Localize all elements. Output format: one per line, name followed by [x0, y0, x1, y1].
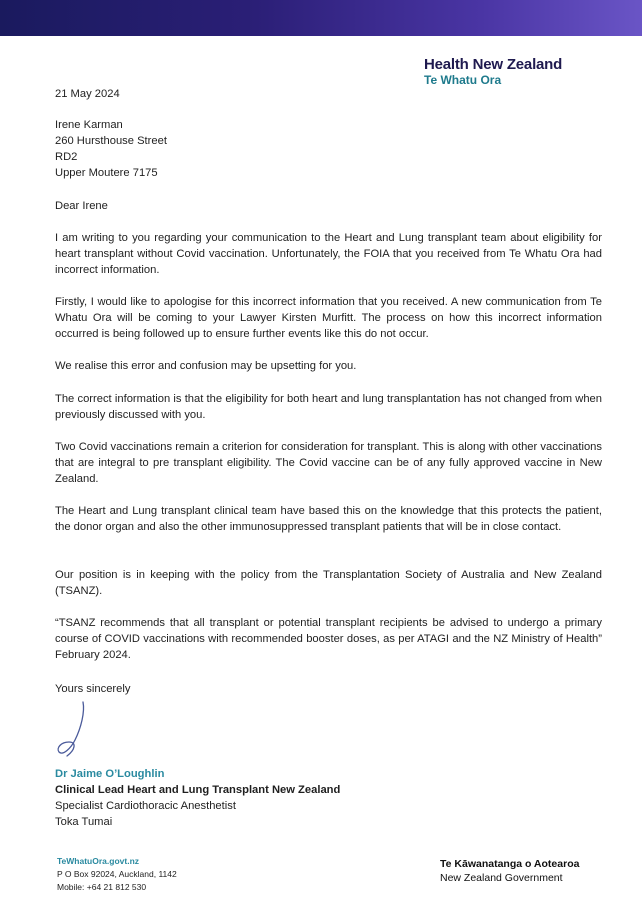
nz-government-logo — [440, 857, 579, 885]
signer-location: Toka Tumai — [55, 816, 113, 828]
paragraph-intro: I am writing to you regarding your communication to the Heart and Lung transplant team about eligibility for heart transplant without Covid vaccination. Unfortunately, the FOIA that you received from Te Whatu Ora had incorrect information. — [55, 232, 602, 276]
address-line: Irene Karman — [55, 119, 123, 131]
paragraph-correct-info: The correct information is that the eligibility for both heart and lung transplantation has not changed from when previously discussed with you. — [55, 393, 602, 421]
address-line: 260 Hursthouse Street — [55, 135, 167, 147]
footer-website-link[interactable]: TeWhatuOra.govt.nz — [57, 856, 140, 866]
paragraph-tsanz-quote: “TSANZ recommends that all transplant or potential transplant recipients be advised to undergo a primary course of COVID vaccinations with recommended booster doses, as per ATAGI and the NZ Ministry of Health” February 2024. — [55, 617, 602, 661]
footer-po-box: P O Box 92024, Auckland, 1142 — [57, 869, 177, 879]
handwritten-signature — [55, 698, 135, 765]
letter-date: 21 May 2024 — [55, 88, 120, 100]
paragraph-clinical-team: The Heart and Lung transplant clinical team have based this on the knowledge that this protects the patient, the donor organ and also the other immunosuppressed transplant patients that will be in close contact. — [55, 505, 602, 533]
address-line: RD2 — [55, 151, 78, 163]
footer-mobile: Mobile: +64 21 812 530 — [57, 882, 147, 892]
paragraph-vaccinations: Two Covid vaccinations remain a criterion for consideration for transplant. This is along with other vaccinations that are integral to pre transplant eligibility. The Covid vaccine can be of any fully approved vaccine in New Zealand. — [55, 441, 602, 485]
footer-contact — [57, 855, 177, 894]
closing: Yours sincerely — [55, 683, 131, 695]
paragraph-apology: Firstly, I would like to apologise for this incorrect information that you received. A new communication from Te Whatu Ora will be coming to your Lawyer Kirsten Murfitt. The process on how this incorrect information occurred is being followed up to ensure further events like this do not occur. — [55, 296, 602, 340]
logo-title: Health New Zealand — [424, 56, 563, 73]
gov-maori-name: Te Kāwanatanga o Aotearoa — [440, 858, 580, 870]
paragraph-policy: Our position is in keeping with the policy from the Transplantation Society of Australia and New Zealand (TSANZ). — [55, 569, 602, 597]
health-nz-logo — [424, 56, 562, 87]
signer-title: Specialist Cardiothoracic Anesthetist — [55, 800, 236, 812]
salutation: Dear Irene — [55, 200, 108, 212]
header-color-band — [0, 0, 642, 36]
signer-name: Dr Jaime O’Loughlin — [55, 768, 165, 780]
gov-english-name: New Zealand Government — [440, 872, 563, 884]
paragraph-realise: We realise this error and confusion may be upsetting for you. — [55, 360, 357, 372]
address-line: Upper Moutere 7175 — [55, 167, 158, 179]
signer-role: Clinical Lead Heart and Lung Transplant New Zealand — [55, 784, 341, 796]
logo-subtitle: Te Whatu Ora — [424, 73, 502, 87]
recipient-address — [55, 117, 602, 181]
